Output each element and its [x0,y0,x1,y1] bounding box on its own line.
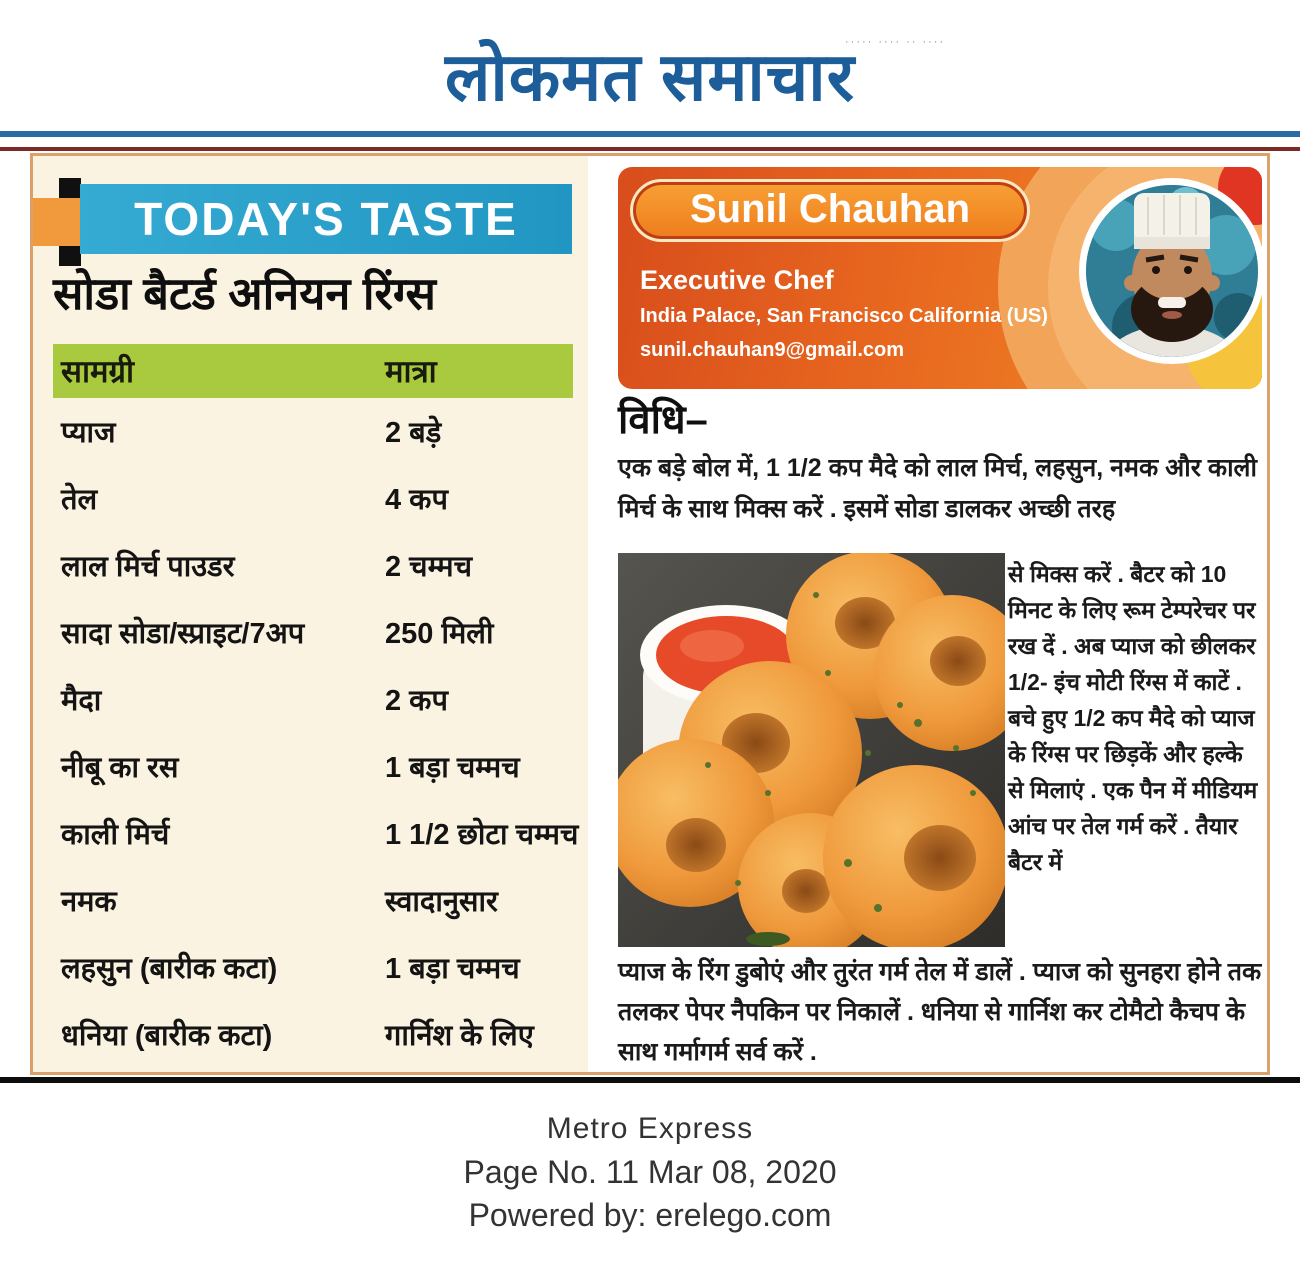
ingredient-name: नीबू का रस [61,752,179,784]
section-banner: TODAY'S TASTE [80,184,572,254]
recipe-title: सोडा बैटर्ड अनियन रिंग्स [53,268,436,319]
table-row [53,800,579,867]
table-row [53,934,573,1001]
column-header-quantity: मात्रा [385,354,437,389]
ingredient-name: लहसुन (बारीक कटा) [61,953,278,985]
ingredient-quantity: 2 चम्मच [385,551,473,583]
chef-name-badge: Sunil Chauhan [630,179,1030,242]
method-outro-text: प्याज के रिंग डुबोएं और तुरंत गर्म तेल में डालें . प्याज को सुनहरा होने तक तलकर पेपर नैपकिन पर निकालें . धनिया से गार्निश कर टोमैटो कैचप के साथ गर्मागर्म सर्व करें . [618,958,1262,1066]
ingredient-name: धनिया (बारीक कटा) [61,1020,273,1052]
ingredient-quantity: 250 मिली [385,618,494,650]
ingredient-quantity: 4 कप [385,484,448,516]
onion-rings-photo [618,553,1005,947]
table-row [53,599,573,666]
chef-photo [1079,178,1262,364]
table-row [53,733,573,800]
footer-powered-by: Powered by: erelego.com [468,1197,832,1233]
ingredients-table-header [53,344,573,398]
chef-email: sunil.chauhan9@gmail.com [640,339,905,361]
ingredient-quantity: 1 बड़ा चम्मच [385,953,520,985]
article-box [30,153,1270,1075]
footer [0,1112,1300,1234]
ingredient-quantity: 2 बड़े [385,417,442,449]
column-header-ingredient: सामग्री [61,354,135,389]
ingredient-quantity: स्वादानुसार [385,886,498,918]
table-row [53,465,573,532]
ingredient-name: सादा सोडा/स्प्राइट/7अप [61,618,305,650]
ingredient-name: नमक [61,886,117,918]
ingredient-name: प्याज [61,417,116,449]
table-row [53,532,573,599]
ingredient-quantity: गार्निश के लिए [385,1020,534,1052]
chef-organization: India Palace, San Francisco California (US) [640,305,1048,327]
method-side-text: से मिक्स करें . बैटर को 10 मिनट के लिए रूम टेम्परेचर पर रख दें . अब प्याज को छीलकर 1/2- इंच मोटी रिंग्स में काटें . बचे हुए 1/2 कप मैदे को प्याज के रिंग्स पर छिड़कें और हल्के से मिलाएं . एक पैन में मीडियम आंच पर तेल गर्म करें . तैयार बैटर में [1008,561,1258,875]
banner-black-square-top [59,178,81,198]
ingredient-name: लाल मिर्च पाउडर [61,551,235,583]
ingredient-quantity: 2 कप [385,685,448,717]
table-row [53,398,573,465]
banner-orange-square [33,198,81,246]
footer-publication: Metro Express [546,1112,754,1145]
chef-card [618,167,1262,389]
footer-page-line: Page No. 11 Mar 08, 2020 [463,1154,837,1190]
ingredients-table [53,344,579,1068]
method-intro-text: एक बड़े बोल में, 1 1/2 कप मैदे को लाल मिर्च, लहसुन, नमक और काली मिर्च के साथ मिक्स करें . इसमें सोडा डालकर अच्छी तरह [618,454,1257,523]
masthead-title: लोकमत समाचार [444,40,856,115]
ingredients-panel [33,156,588,1072]
masthead-tagline: ····· ···· ·· ···· [845,36,946,48]
footer-rule [0,1077,1300,1083]
method-heading: विधि– [618,398,708,442]
table-row [53,666,573,733]
table-row [53,867,573,934]
ingredient-name: मैदा [61,685,102,717]
masthead-rule-maroon [0,147,1300,151]
masthead-rule-blue [0,131,1300,137]
ingredient-quantity: 1 बड़ा चम्मच [385,752,520,784]
ingredient-name: काली मिर्च [61,819,170,851]
ingredient-name: तेल [61,484,98,516]
table-row [53,1001,573,1068]
chef-role: Executive Chef [640,265,834,295]
ingredient-quantity: 1 1/2 छोटा चम्मच [385,819,579,851]
